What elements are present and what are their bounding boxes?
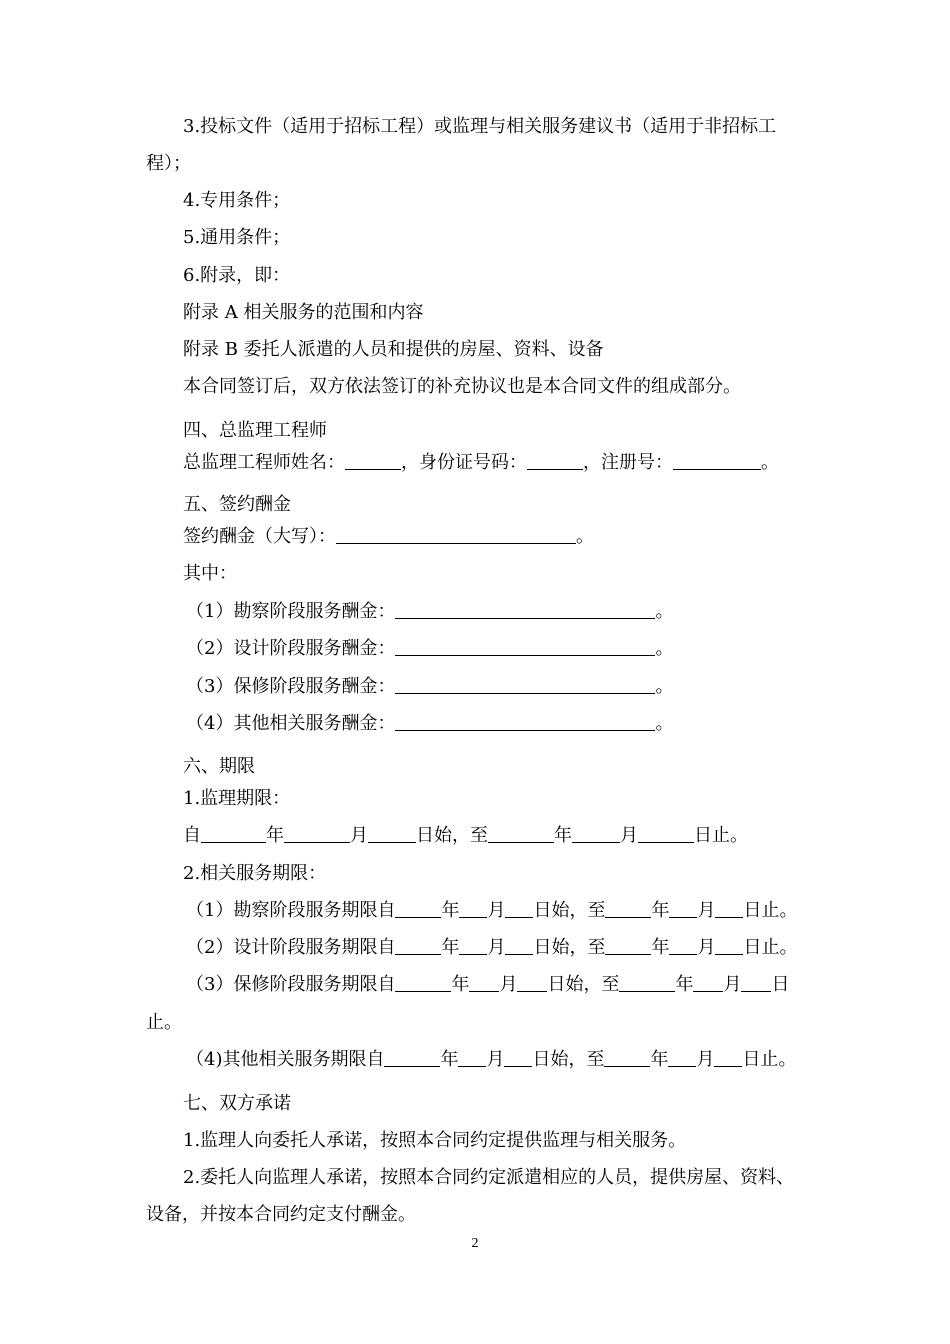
month-label: 月 — [487, 900, 506, 921]
end-month-field[interactable] — [669, 899, 697, 918]
section-6-heading: 六、期限 — [183, 756, 255, 777]
year-label: 年 — [451, 974, 470, 995]
section-7-heading: 七、双方承诺 — [183, 1093, 291, 1114]
fee-item-label: （2）设计阶段服务酬金： — [186, 638, 396, 659]
fee-survey-field[interactable] — [395, 600, 655, 619]
day-end-label: 日止。 — [694, 825, 748, 846]
day-start-label: 日始，至 — [533, 937, 606, 958]
day-end-label: 日止。 — [742, 1049, 797, 1070]
start-year-field[interactable] — [395, 936, 441, 955]
list-item-4: 4.专用条件； — [183, 190, 291, 211]
registration-field[interactable] — [673, 451, 761, 470]
day-start-label: 日始，至 — [547, 974, 620, 995]
promise-2-continued: 设备，并按本合同约定支付酬金。 — [146, 1204, 416, 1225]
end-year-field[interactable] — [604, 1048, 650, 1067]
line-end: 。 — [655, 638, 674, 659]
fee-item-other — [186, 712, 673, 736]
start-day-field[interactable] — [505, 936, 533, 955]
period-item-warranty-continued: 止。 — [146, 1012, 182, 1033]
start-year-field[interactable] — [384, 1048, 440, 1067]
month-label: 月 — [487, 937, 506, 958]
end-month-field[interactable] — [572, 824, 620, 843]
end-year-field[interactable] — [619, 973, 675, 992]
id-number-field[interactable] — [527, 451, 583, 470]
among-label: 其中： — [183, 563, 237, 584]
supplement-paragraph: 本合同签订后，双方依法签订的补充协议也是本合同文件的组成部分。 — [183, 376, 741, 397]
related-period-label: 2.相关服务期限： — [183, 863, 327, 884]
period-item-label: （2）设计阶段服务期限自 — [186, 937, 396, 958]
line-end: 。 — [576, 526, 594, 547]
contract-fee-line — [183, 525, 594, 549]
line-end: 。 — [761, 452, 779, 473]
chief-engineer-line — [183, 451, 779, 475]
start-day-field[interactable] — [504, 1048, 532, 1067]
year-label: 年 — [441, 900, 460, 921]
year-label: 年 — [675, 974, 694, 995]
section-4-heading: 四、总监理工程师 — [183, 420, 327, 441]
period-item-survey — [186, 899, 797, 923]
year-label: 年 — [651, 900, 670, 921]
list-item-6: 6.附录，即： — [183, 265, 291, 286]
appendix-b: 附录 B 委托人派遣的人员和提供的房屋、资料、设备 — [183, 339, 604, 360]
month-label: 月 — [697, 900, 716, 921]
month-label: 月 — [486, 1049, 505, 1070]
list-item-3-continued: 程）； — [146, 153, 191, 174]
contract-fee-label: 签约酬金（大写）： — [183, 526, 336, 547]
period-item-label: （3）保修阶段服务期限自 — [186, 974, 396, 995]
end-month-field[interactable] — [669, 936, 697, 955]
month-label: 月 — [350, 825, 368, 846]
year-label: 年 — [651, 937, 670, 958]
end-day-field[interactable] — [638, 824, 694, 843]
month-label: 月 — [696, 1049, 715, 1070]
day-start-label: 日始，至 — [532, 1049, 605, 1070]
fee-warranty-field[interactable] — [395, 675, 655, 694]
fee-item-label: （3）保修阶段服务酬金： — [186, 676, 396, 697]
list-item-5: 5.通用条件； — [183, 227, 291, 248]
day-end-label: 日止。 — [743, 937, 798, 958]
year-label: 年 — [441, 937, 460, 958]
appendix-a: 附录 A 相关服务的范围和内容 — [183, 302, 424, 323]
end-month-field[interactable] — [693, 973, 723, 992]
start-month-field[interactable] — [459, 936, 487, 955]
year-label: 年 — [650, 1049, 669, 1070]
start-day-field[interactable] — [505, 899, 533, 918]
period-item-label: （4)其他相关服务期限自 — [186, 1049, 385, 1070]
fee-item-survey — [186, 600, 673, 624]
end-year-field[interactable] — [605, 899, 651, 918]
day-start-label: 日始，至 — [533, 900, 606, 921]
promise-2: 2.委托人向监理人承诺，按照本合同约定派遣相应的人员，提供房屋、资料、 — [183, 1167, 795, 1188]
chief-name-field[interactable] — [345, 451, 401, 470]
day-start-label: 日始，至 — [416, 825, 488, 846]
start-month-field[interactable] — [469, 973, 499, 992]
period-item-warranty — [186, 973, 789, 997]
from-label: 自 — [183, 825, 201, 846]
end-year-field[interactable] — [605, 936, 651, 955]
fee-item-label: （1）勘察阶段服务酬金： — [186, 601, 396, 622]
fee-other-field[interactable] — [395, 712, 655, 731]
period-item-label: （1）勘察阶段服务期限自 — [186, 900, 396, 921]
supervision-period-label: 1.监理期限： — [183, 788, 291, 809]
month-label: 月 — [499, 974, 518, 995]
start-month-field[interactable] — [458, 1048, 486, 1067]
end-day-field[interactable] — [715, 899, 743, 918]
day-end-label: 日止。 — [743, 900, 798, 921]
page-number: 2 — [471, 1236, 479, 1251]
start-year-field[interactable] — [395, 899, 441, 918]
year-label: 年 — [554, 825, 572, 846]
promise-1: 1.监理人向委托人承诺，按照本合同约定提供监理与相关服务。 — [183, 1130, 687, 1151]
section-5-heading: 五、签约酬金 — [183, 494, 291, 515]
fee-design-field[interactable] — [395, 637, 655, 656]
day-end-label: 日 — [771, 974, 790, 995]
id-number-label: ，身份证号码： — [401, 452, 527, 473]
contract-fee-field[interactable] — [336, 525, 576, 544]
month-label: 月 — [697, 937, 716, 958]
registration-label: ，注册号： — [583, 452, 673, 473]
end-month-field[interactable] — [668, 1048, 696, 1067]
period-item-design — [186, 936, 797, 960]
month-label: 月 — [723, 974, 742, 995]
fee-item-design — [186, 637, 673, 661]
end-day-field[interactable] — [714, 1048, 742, 1067]
start-year-field[interactable] — [201, 824, 266, 843]
start-year-field[interactable] — [395, 973, 451, 992]
fee-item-warranty — [186, 675, 673, 699]
supervision-period-line — [183, 824, 748, 848]
list-item-3: 3.投标文件（适用于招标工程）或监理与相关服务建议书（适用于非招标工 — [183, 116, 777, 137]
chief-name-label: 总监理工程师姓名： — [183, 452, 345, 473]
line-end: 。 — [655, 713, 674, 734]
period-item-other — [186, 1048, 796, 1072]
start-day-field[interactable] — [368, 824, 416, 843]
end-year-field[interactable] — [488, 824, 554, 843]
line-end: 。 — [655, 601, 674, 622]
fee-item-label: （4）其他相关服务酬金： — [186, 713, 396, 734]
start-month-field[interactable] — [459, 899, 487, 918]
start-day-field[interactable] — [517, 973, 547, 992]
end-day-field[interactable] — [741, 973, 771, 992]
year-label: 年 — [440, 1049, 459, 1070]
year-label: 年 — [266, 825, 284, 846]
line-end: 。 — [655, 676, 674, 697]
month-label: 月 — [620, 825, 638, 846]
start-month-field[interactable] — [284, 824, 350, 843]
end-day-field[interactable] — [715, 936, 743, 955]
